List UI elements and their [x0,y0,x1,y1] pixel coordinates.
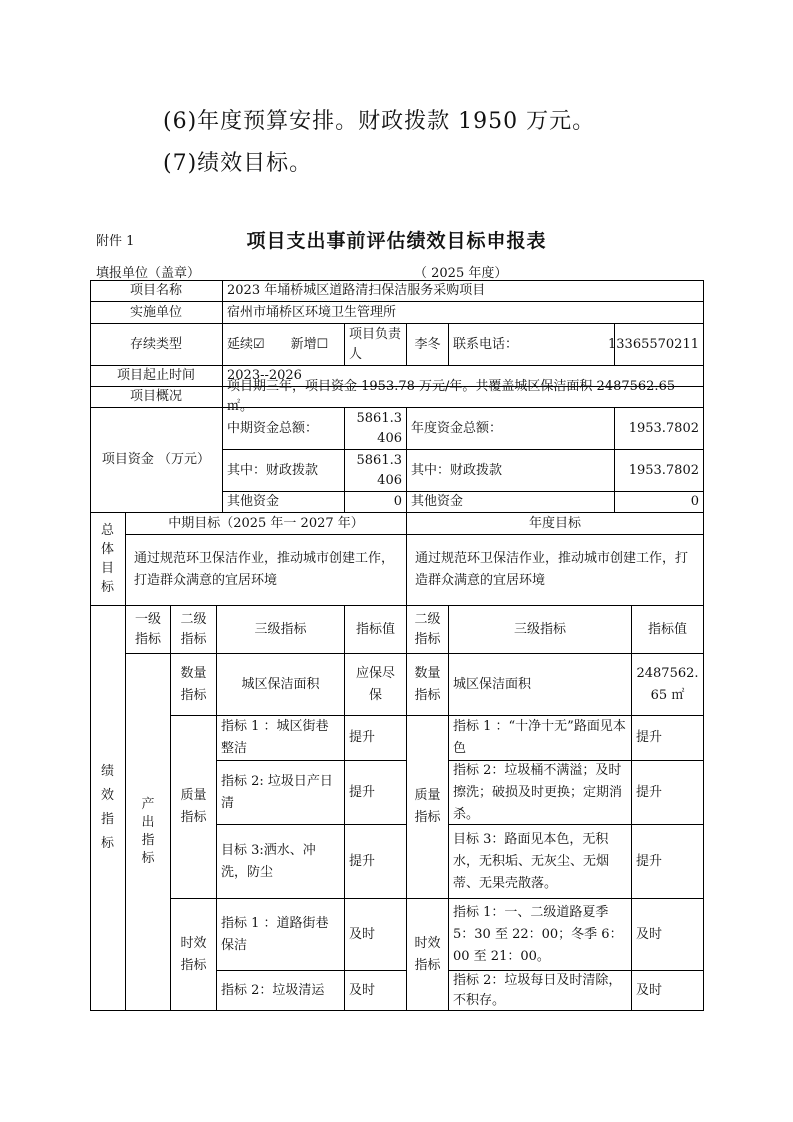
perf-indicator-label: 绩效指标 [90,606,126,1011]
timeliness-item-annual-1: 指标 1：一、二级道路夏季 5：30 至 22：00；冬季 6：00 至 21：00。 [449,899,632,971]
timeliness-label-annual: 时效指标 [407,899,449,1011]
quality-value-1: 提升 [345,716,407,761]
quality-value-annual-2: 提升 [632,761,704,825]
quality-label: 质量指标 [171,716,217,899]
mid-goal: 通过规范环卫保洁作业，推动城市创建工作，打造群众满意的宜居环境 [126,535,407,606]
quality-label-annual: 质量指标 [407,716,449,899]
header-level1: 一级指标 [126,606,171,654]
quantity-item: 城区保洁面积 [217,654,345,716]
type-value: 延续☑ 新增☐ [223,324,345,366]
overall-goal-label: 总体目标 [90,513,126,606]
timeliness-value-annual-2: 及时 [632,971,704,1011]
timeliness-item-annual-2: 指标 2：垃圾每日及时清除，不积存。 [449,971,632,1011]
quality-item-2: 指标 2: 垃圾日产日清 [217,761,345,825]
timeliness-item-2: 指标 2：垃圾清运 [217,971,345,1011]
mid-total: 5861.3406 [345,408,407,450]
impl-unit: 宿州市埇桥区环境卫生管理所 [223,302,704,324]
timeliness-value-annual-1: 及时 [632,899,704,971]
quality-value-2: 提升 [345,761,407,825]
annual-goal: 通过规范环卫保洁作业，推动城市创建工作，打造群众满意的宜居环境 [407,535,704,606]
phone-label: 联系电话： [449,324,615,366]
quality-value-annual-3: 提升 [632,825,704,899]
quality-item-annual-2: 指标 2：垃圾桶不满溢；及时擦洗；破损及时更换；定期消杀。 [449,761,632,825]
annual-total-label: 年度资金总额： [407,408,615,450]
phone: 13365570211 [615,324,704,366]
annual-other: 0 [615,492,704,513]
project-name: 2023 年埇桥城区道路清扫保洁服务采购项目 [223,280,704,302]
mid-total-label: 中期资金总额： [223,408,345,450]
header-value-annual: 指标值 [632,606,704,654]
timeliness-value-1: 及时 [345,899,407,971]
leader: 李冬 [407,324,449,366]
quality-item-annual-1: 指标 1 ：“十净十无”路面见本色 [449,716,632,761]
annual-fiscal: 1953.7802 [615,450,704,492]
leader-label: 项目负责人 [345,324,407,366]
quality-item-1: 指标 1 ：城区街巷整洁 [217,716,345,761]
overview: 项目期三年，项目资金 1953.78 万元/年。共覆盖城区保洁面积 2487562.65 ㎡。 [223,387,704,408]
quantity-item-annual: 城区保洁面积 [449,654,632,716]
year-label: （ 2025 年度） [414,266,508,281]
period-label: 项目起止时间 [90,366,223,387]
attachment-label: 附件 1 [96,234,135,249]
timeliness-value-2: 及时 [345,971,407,1011]
period: 2023--2026 [223,366,704,387]
quality-value-annual-1: 提升 [632,716,704,761]
timeliness-item-1: 指标 1 ：道路街巷保洁 [217,899,345,971]
timeliness-label: 时效指标 [171,899,217,1011]
header-level2: 二级指标 [171,606,217,654]
overview-label: 项目概况 [90,387,223,408]
header-level3: 三级指标 [217,606,345,654]
quality-item-3: 目标 3:洒水、冲洗，防尘 [217,825,345,899]
quality-value-3: 提升 [345,825,407,899]
paragraph-performance: (7)绩效目标。 [163,151,313,176]
mid-other: 0 [345,492,407,513]
mid-other-label: 其他资金 [223,492,345,513]
mid-fiscal-label: 其中：财政拨款 [223,450,345,492]
funds-label: 项目资金 （万元） [90,408,223,513]
type-label: 存续类型 [90,324,223,366]
mid-fiscal: 5861.3406 [345,450,407,492]
paragraph-budget: (6)年度预算安排。财政拨款 1950 万元。 [163,109,596,134]
quality-item-annual-3: 目标 3：路面见本色，无积水，无积垢、无灰尘、无烟蒂、无果壳散落。 [449,825,632,899]
annual-goal-header: 年度目标 [407,513,704,535]
output-indicator-label: 产出指标 [126,654,171,1011]
quantity-value: 应保尽保 [345,654,407,716]
project-name-label: 项目名称 [90,280,223,302]
annual-other-label: 其他资金 [407,492,615,513]
header-value: 指标值 [345,606,407,654]
header-level3-annual: 三级指标 [449,606,632,654]
header-level2-annual: 二级指标 [407,606,449,654]
impl-unit-label: 实施单位 [90,302,223,324]
page-title: 项目支出事前评估绩效目标申报表 [246,230,547,252]
mid-goal-header: 中期目标（2025 年一 2027 年） [126,513,407,535]
quantity-label: 数量指标 [171,654,217,716]
annual-total: 1953.7802 [615,408,704,450]
unit-label: 填报单位（盖章） [96,266,201,281]
annual-fiscal-label: 其中：财政拨款 [407,450,615,492]
quantity-label-annual: 数量指标 [407,654,449,716]
quantity-value-annual: 2487562.65 ㎡ [632,654,704,716]
